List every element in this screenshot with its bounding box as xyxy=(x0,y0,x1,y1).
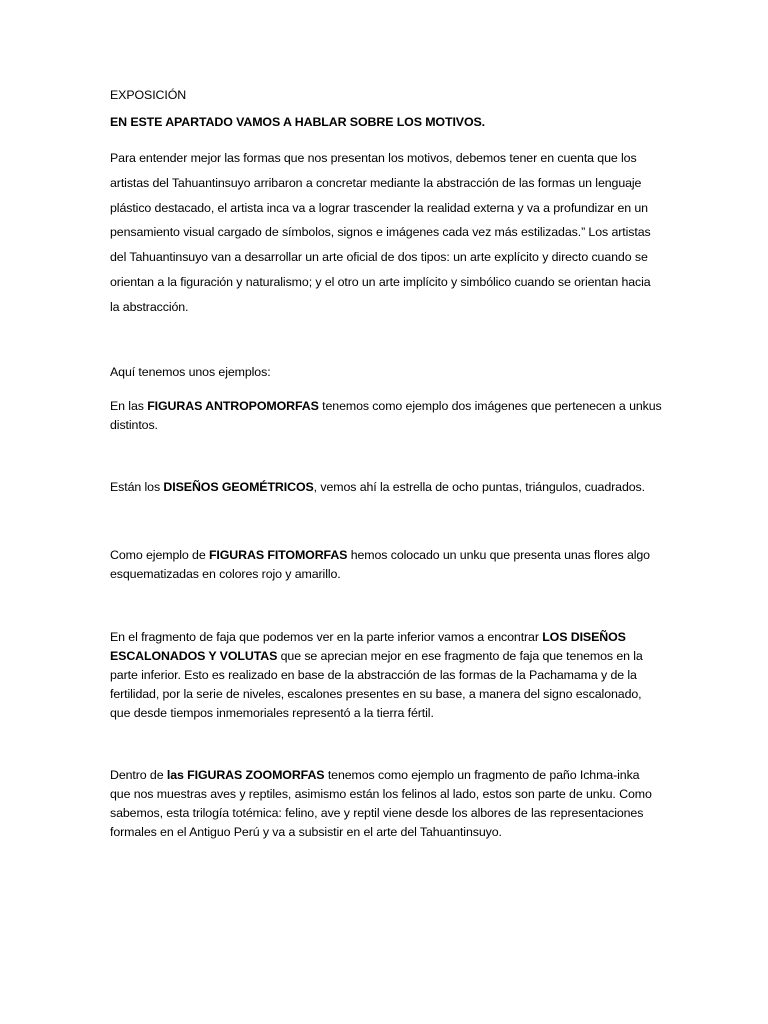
document-subheading: EN ESTE APARTADO VAMOS A HABLAR SOBRE LOS MOTIVOS. xyxy=(110,115,485,129)
paragraph-text: En el fragmento de faja que podemos ver en la parte inferior vamos a encontrar xyxy=(110,630,543,644)
paragraph-bold-term: las FIGURAS ZOOMORFAS xyxy=(166,768,325,782)
paragraph-text: tenemos como ejemplo dos imágenes que pertenecen a unkus distintos. xyxy=(110,399,662,432)
paragraph-escalonados xyxy=(110,628,662,723)
paragraph-bold-term: DISEÑOS GEOMÉTRICOS xyxy=(163,480,314,494)
paragraph-bold-term: LOS DISEÑOS ESCALONADOS Y VOLUTAS xyxy=(110,630,626,663)
paragraph-antropomorfas xyxy=(110,397,662,435)
paragraph-text: hemos colocado un unku que presenta unas flores algo esquematizadas en colores rojo y amarillo. xyxy=(110,548,650,581)
paragraph-text: , vemos ahí la estrella de ocho puntas, triángulos, cuadrados. xyxy=(313,480,645,494)
examples-intro: Aquí tenemos unos ejemplos: xyxy=(110,365,271,379)
paragraph-text: tenemos como ejemplo un fragmento de paño Ichma-inka que nos muestras aves y reptiles, asimismo están los felinos al lado, estos son parte de unku. Como sabemos, esta trilogía totémica: felino, ave y reptil viene desde los albores de las representaciones formales en el Antiguo Perú y va a subsistir en el arte del Tahuantinsuyo. xyxy=(110,768,652,839)
paragraph-text: Como ejemplo de xyxy=(110,548,209,562)
paragraph-bold-term: FIGURAS ANTROPOMORFAS xyxy=(147,399,319,413)
paragraph-text: que se aprecian mejor en ese fragmento de faja que tenemos en la parte inferior. Esto es realizado en base de la abstracción de las formas de la Pachamama y de la fertilidad, por la serie de niveles, escalones presentes en su base, a manera del signo escalonado, que desde tiempos inmemoriales representó a la tierra fértil. xyxy=(110,649,643,720)
paragraph-zoomorfas xyxy=(110,766,662,842)
document-heading: EXPOSICIÓN xyxy=(110,88,187,102)
paragraph-text: Están los xyxy=(110,480,164,494)
paragraph-bold-term: FIGURAS FITOMORFAS xyxy=(208,548,348,562)
intro-paragraph: Para entender mejor las formas que nos presentan los motivos, debemos tener en cuenta que los artistas del Tahuantinsuyo arribaron a concretar mediante la abstracción de las formas un lenguaje plástico destacado, el artista inca va a lograr trascender la realidad externa y va a profundizar en un pensamiento visual cargado de símbolos, signos e imágenes cada vez más estilizadas.” Los artistas del Tahuantinsuyo van a desarrollar un arte oficial de dos tipos: un arte explícito y directo cuando se orientan a la figuración y naturalismo; y el otro un arte implícito y simbólico cuando se orientan hacia la abstracción. xyxy=(110,151,651,314)
paragraph-fitomorfas xyxy=(110,546,662,584)
paragraph-text: En las xyxy=(110,399,148,413)
paragraph-geometricos xyxy=(110,478,662,497)
paragraph-text: Dentro de xyxy=(110,768,167,782)
